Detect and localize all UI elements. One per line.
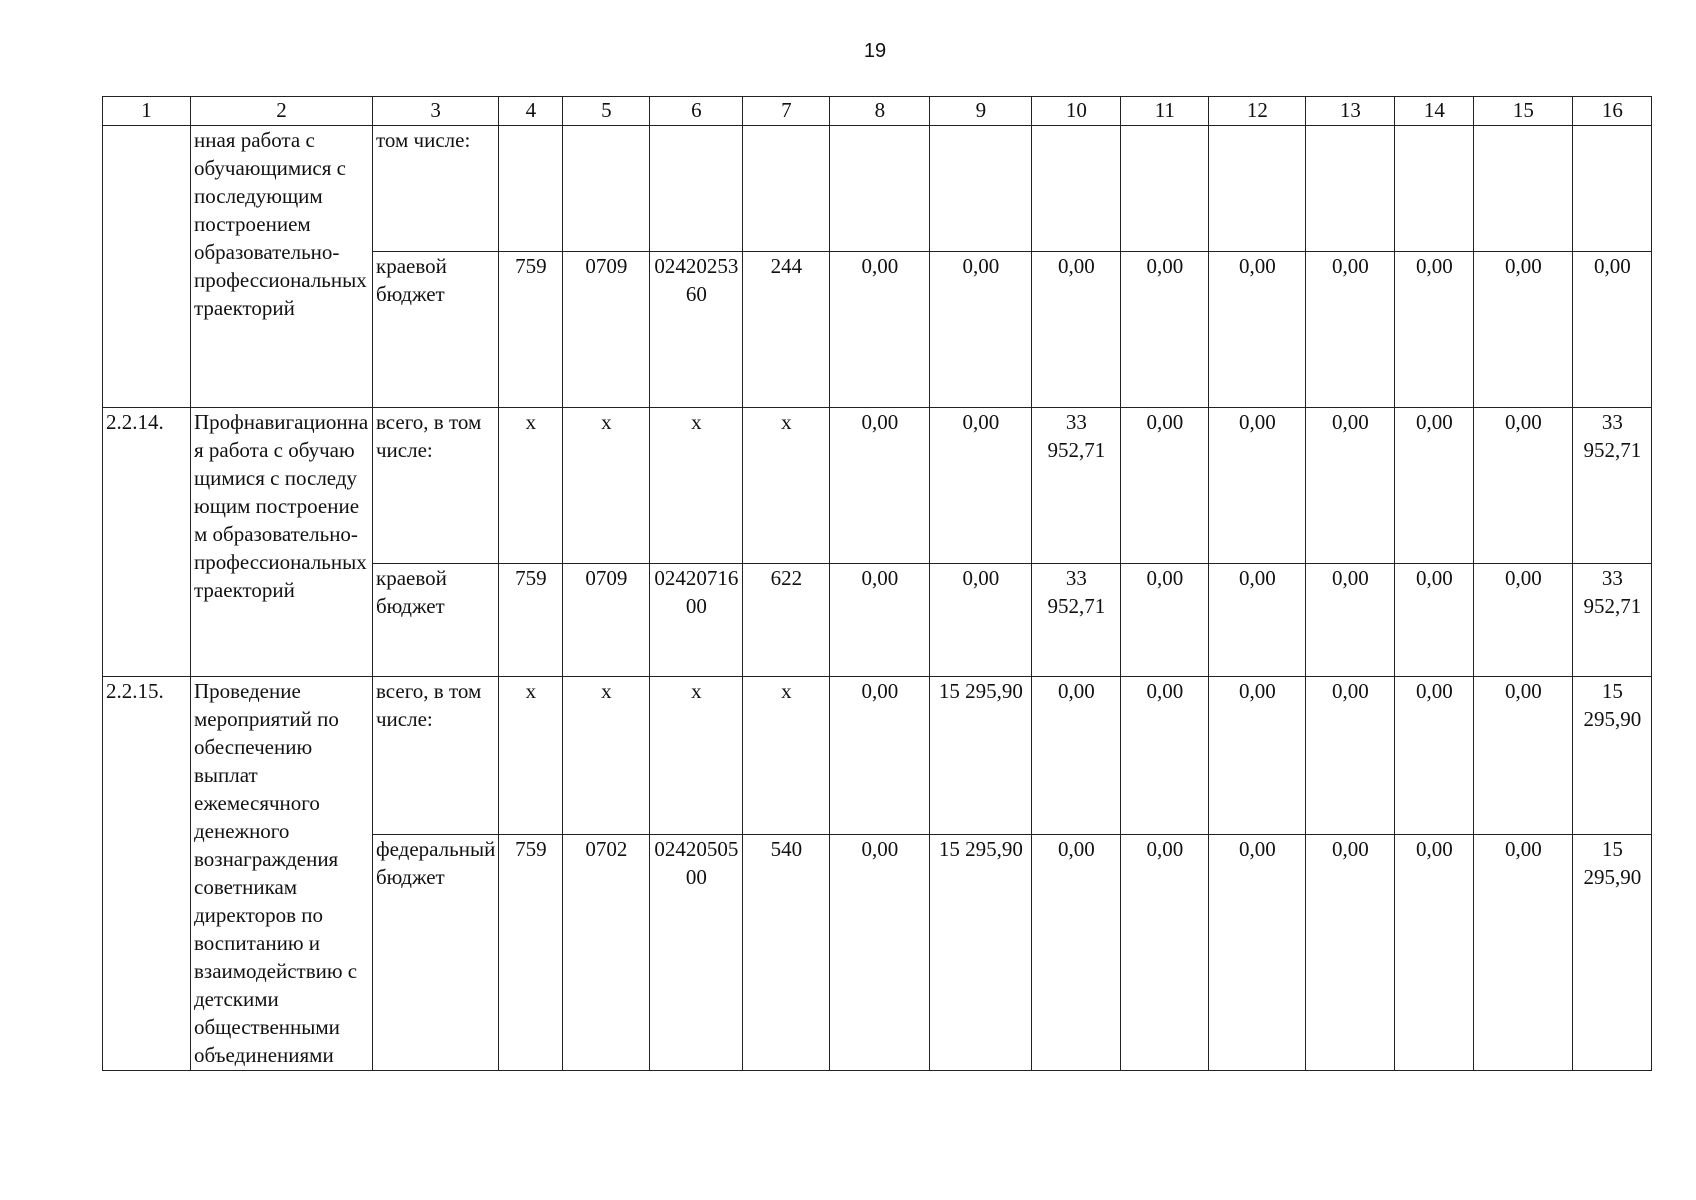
cell-value: 0,00	[1209, 564, 1306, 677]
cell-value: 0,00	[1209, 835, 1306, 1071]
col-header: 12	[1209, 97, 1306, 126]
item-code: 2.2.14.	[103, 408, 191, 677]
cell-value: 15 295,90	[1573, 677, 1652, 835]
cell-value: 0,00	[830, 835, 930, 1071]
cell-value: 0,00	[1032, 252, 1121, 408]
cell-value	[743, 126, 830, 252]
cell-value	[1395, 126, 1474, 252]
cell-value: 0702	[563, 835, 650, 1071]
funding-source: краевой бюджет	[373, 252, 499, 408]
cell-value	[1121, 126, 1209, 252]
cell-value: 0,00	[1209, 408, 1306, 564]
table-row	[103, 677, 1652, 835]
cell-value: 0,00	[1306, 564, 1395, 677]
cell-value: 759	[499, 564, 563, 677]
col-header: 14	[1395, 97, 1474, 126]
cell-value: 33 952,71	[1032, 564, 1121, 677]
cell-value: 0,00	[1306, 677, 1395, 835]
funding-source: том числе:	[373, 126, 499, 252]
cell-value: 0,00	[1306, 835, 1395, 1071]
cell-value: х	[499, 408, 563, 564]
funding-source: краевой бюджет	[373, 564, 499, 677]
cell-value: 0,00	[1474, 677, 1573, 835]
cell-value: 0242071600	[650, 564, 743, 677]
cell-value	[499, 126, 563, 252]
cell-value: 0,00	[1395, 677, 1474, 835]
col-header: 8	[830, 97, 930, 126]
cell-value: 15 295,90	[1573, 835, 1652, 1071]
cell-value: 0,00	[1121, 835, 1209, 1071]
col-header: 11	[1121, 97, 1209, 126]
funding-source: всего, в том числе:	[373, 677, 499, 835]
cell-value: х	[650, 408, 743, 564]
cell-value: 33 952,71	[1032, 408, 1121, 564]
cell-value: 0,00	[1395, 835, 1474, 1071]
cell-value: х	[743, 408, 830, 564]
cell-value: 0,00	[830, 677, 930, 835]
cell-value: 0,00	[1121, 564, 1209, 677]
page-number: 19	[863, 40, 887, 62]
cell-value: 0,00	[1395, 564, 1474, 677]
item-name: Проведение мероприятий по обеспечению выплат ежемесячного денежного вознаграждения советникам директоров по воспитанию и взаимодействию с детскими общественными объединениями	[191, 677, 373, 1071]
cell-value: 0709	[563, 564, 650, 677]
cell-value: х	[743, 677, 830, 835]
cell-value: 0,00	[1121, 408, 1209, 564]
cell-value: 0,00	[1474, 564, 1573, 677]
cell-value: 0,00	[1474, 835, 1573, 1071]
cell-value: х	[563, 408, 650, 564]
cell-value: 0,00	[1032, 677, 1121, 835]
cell-value: 0,00	[1395, 252, 1474, 408]
cell-value	[563, 126, 650, 252]
col-header: 5	[563, 97, 650, 126]
cell-value: 0,00	[1121, 252, 1209, 408]
cell-value: 0,00	[1395, 408, 1474, 564]
col-header: 4	[499, 97, 563, 126]
item-name: нная работа с обучающимися с последующим построением образовательно-профессиональных траекторий	[191, 126, 373, 408]
cell-value: 0,00	[830, 564, 930, 677]
cell-value: 540	[743, 835, 830, 1071]
cell-value: 244	[743, 252, 830, 408]
cell-value	[1032, 126, 1121, 252]
cell-value	[930, 126, 1032, 252]
cell-value: 0242050500	[650, 835, 743, 1071]
cell-value: 0,00	[1306, 252, 1395, 408]
item-name: Профнавигационная работа с обучающимися с последующим построением образовательно-профессиональных траекторий	[191, 408, 373, 677]
item-code: 2.2.15.	[103, 677, 191, 1071]
column-numbers-row	[103, 97, 1652, 126]
cell-value	[830, 126, 930, 252]
col-header: 1	[103, 97, 191, 126]
col-header: 7	[743, 97, 830, 126]
cell-value: 0,00	[1121, 677, 1209, 835]
col-header: 6	[650, 97, 743, 126]
cell-value: х	[499, 677, 563, 835]
cell-value: 0,00	[1474, 252, 1573, 408]
cell-value: х	[650, 677, 743, 835]
funding-source: федеральный бюджет	[373, 835, 499, 1071]
cell-value	[650, 126, 743, 252]
col-header: 16	[1573, 97, 1652, 126]
col-header: 3	[373, 97, 499, 126]
cell-value	[1573, 126, 1652, 252]
cell-value	[1474, 126, 1573, 252]
cell-value: 0,00	[930, 252, 1032, 408]
cell-value: 0,00	[1573, 252, 1652, 408]
cell-value: 622	[743, 564, 830, 677]
cell-value: 0,00	[1306, 408, 1395, 564]
cell-value: х	[563, 677, 650, 835]
cell-value	[1306, 126, 1395, 252]
col-header: 10	[1032, 97, 1121, 126]
cell-value: 15 295,90	[930, 677, 1032, 835]
cell-value: 0,00	[830, 408, 930, 564]
funding-source: всего, в том числе:	[373, 408, 499, 564]
cell-value: 0709	[563, 252, 650, 408]
cell-value: 33 952,71	[1573, 564, 1652, 677]
item-code	[103, 126, 191, 408]
cell-value: 0,00	[1474, 408, 1573, 564]
table-row	[103, 408, 1652, 564]
col-header: 2	[191, 97, 373, 126]
col-header: 13	[1306, 97, 1395, 126]
cell-value: 759	[499, 252, 563, 408]
col-header: 15	[1474, 97, 1573, 126]
cell-value: 0,00	[1209, 677, 1306, 835]
table-row	[103, 126, 1652, 252]
cell-value: 0,00	[830, 252, 930, 408]
cell-value	[1209, 126, 1306, 252]
cell-value: 0,00	[1032, 835, 1121, 1071]
cell-value: 0,00	[1209, 252, 1306, 408]
cell-value: 0,00	[930, 564, 1032, 677]
col-header: 9	[930, 97, 1032, 126]
cell-value: 0242025360	[650, 252, 743, 408]
cell-value: 15 295,90	[930, 835, 1032, 1071]
cell-value: 33 952,71	[1573, 408, 1652, 564]
budget-table	[102, 96, 1652, 1071]
cell-value: 0,00	[930, 408, 1032, 564]
cell-value: 759	[499, 835, 563, 1071]
